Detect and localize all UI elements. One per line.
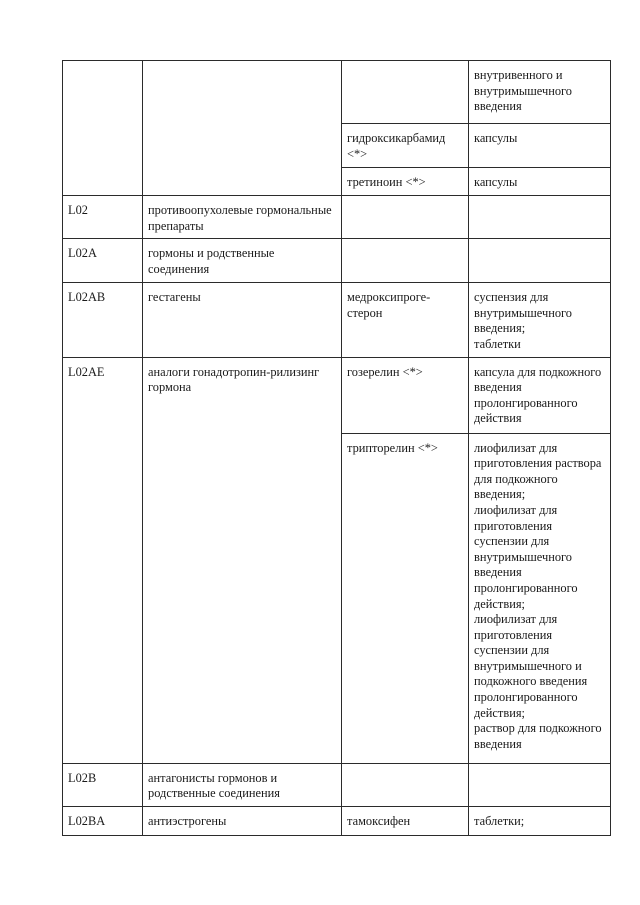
table-row [63, 806, 611, 835]
table-row [63, 61, 611, 124]
group-name-cell: антиэстрогены [143, 806, 342, 835]
group-name-cell: противоопухолевые гормональные препараты [143, 196, 342, 239]
atc-code-cell: L02A [63, 239, 143, 283]
table-row [63, 763, 611, 806]
drug-name-cell [342, 239, 469, 283]
drug-table [62, 60, 611, 836]
table-row [63, 357, 611, 433]
drug-name-cell: тамоксифен [342, 806, 469, 835]
drug-name-cell [342, 763, 469, 806]
group-name-cell: гормоны и родственные соединения [143, 239, 342, 283]
dosage-form-cell [469, 239, 611, 283]
group-name-cell [143, 61, 342, 196]
dosage-form-cell: капсулы [469, 168, 611, 196]
drug-name-cell [342, 61, 469, 124]
group-name-cell: антагонисты гормонов и родственные соединения [143, 763, 342, 806]
table-row [63, 196, 611, 239]
drug-name-cell: гидроксикарбамид <*> [342, 124, 469, 168]
atc-code-cell: L02 [63, 196, 143, 239]
drug-name-cell [342, 196, 469, 239]
drug-name-cell: третиноин <*> [342, 168, 469, 196]
dosage-form-cell: капсула для подкожного введения пролонгированного действия [469, 357, 611, 433]
dosage-form-cell [469, 196, 611, 239]
dosage-form-cell: лиофилизат для приготовления раствора для подкожного введения; лиофилизат для приготовления суспензии для внутримышечного введения пролонгированного действия; лиофилизат для приготовления суспензии для внутримышечного и подкожного введения пролонгированного действия; раствор для подкожного введения [469, 433, 611, 763]
drug-name-cell: медроксипроге-стерон [342, 283, 469, 357]
group-name-cell: аналоги гонадотропин-рилизинг гормона [143, 357, 342, 763]
group-name-cell: гестагены [143, 283, 342, 357]
atc-code-cell: L02B [63, 763, 143, 806]
table-row [63, 283, 611, 357]
atc-code-cell: L02AB [63, 283, 143, 357]
dosage-form-cell: внутривенного и внутримышечного введения [469, 61, 611, 124]
atc-code-cell: L02BA [63, 806, 143, 835]
dosage-form-cell: капсулы [469, 124, 611, 168]
drug-name-cell: трипторелин <*> [342, 433, 469, 763]
drug-name-cell: гозерелин <*> [342, 357, 469, 433]
dosage-form-cell: таблетки; [469, 806, 611, 835]
atc-code-cell [63, 61, 143, 196]
dosage-form-cell: суспензия для внутримышечного введения; таблетки [469, 283, 611, 357]
dosage-form-cell [469, 763, 611, 806]
table-row [63, 239, 611, 283]
atc-code-cell: L02AE [63, 357, 143, 763]
